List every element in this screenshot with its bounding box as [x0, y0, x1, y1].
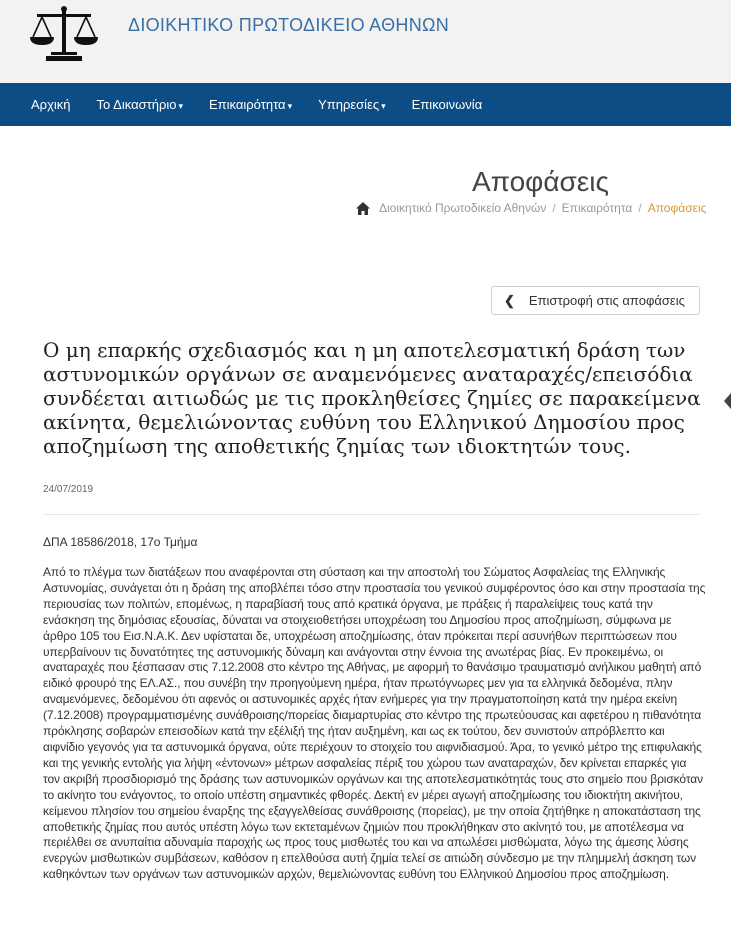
site-header	[0, 0, 731, 83]
page-heading: Αποφάσεις	[472, 166, 609, 197]
nav-item-label: Υπηρεσίες	[318, 97, 380, 112]
article-date: 24/07/2019	[43, 484, 94, 495]
scroll-indicator-icon	[724, 393, 731, 409]
main-navbar	[0, 83, 731, 126]
article-title: Ο μη επαρκής σχεδιασμός και η μη αποτελεσματική δράση των αστυνομικών οργάνων σε αναμενόμενες αναταραχές/επεισόδια συνδέεται αιτιωδώς με τις προκληθείσες ζημίες σε παρακείμενα ακίνητα, θεμελιώνοντας ευθύνη του Ελληνικού Δημοσίου προς αποζημίωση της αποθετικής ζημίας των ιδιοκτητών τους.	[43, 338, 701, 458]
breadcrumb	[356, 201, 706, 215]
nav-item-news[interactable]	[209, 97, 292, 112]
back-to-decisions-button[interactable]	[491, 286, 700, 315]
divider	[43, 514, 700, 515]
home-icon[interactable]	[356, 202, 370, 215]
scales-of-justice-icon[interactable]	[29, 6, 99, 62]
article-body: Από το πλέγμα των διατάξεων που αναφέρονται στη σύσταση και την αποστολή του Σώματος Ασφαλείας της Ελληνικής Αστυνομίας, συνάγεται ότι η δράση της αποβλέπει τόσο στην προστασία του γενικού συμφέροντος όσο και στην προστασία της περιουσίας των πολιτών, επομένως, η παραβίασή τους από κρατικά όργανα, με πράξεις ή παραλείψεις τους κατά την ενάσκηση της δημόσιας εξουσίας, δύναται να στοιχειοθετήσει υποχρέωση του Δημοσίου προς αποζημίωση, σύμφωνα με άρθρο 105 του Εισ.Ν.Α.Κ. Δεν υφίσταται δε, υποχρέωση αποζημίωσης, όταν πρόκειται περί ασυνήθων περιπτώσεων που υπερβαίνουν τις δυνατότητες της αστυνομικής δύναμη και ανάγονται στην έννοια της ανωτέρας βίας. Εν προκειμένω, οι αναταραχές που ξέσπασαν στις 7.12.2008 στο κέντρο της Αθήνας, με αφορμή το θανάσιμο τραυματισμό ανήλικου μαθητή από ειδικό φρουρό της ΕΛ.ΑΣ., που συνέβη την προηγούμενη ημέρα, ήταν πρωτόγνωρες μεν για τα ελληνικά δεδομένα, πλην αναμενόμενες, δεδομένου ότι αφενός οι αστυνομικές αρχές ήταν ενήμερες για την πραγματοποίηση κατά την ημέρα εκείνη (7.12.2008) προγραμματισμένης συνάθροισης/πορείας διαμαρτυρίας στο κέντρο της πρωτεύουσας και αφετέρου η πιθανότητα πρόκλησης σοβαρών επεισοδίων κατά την εξέλιξή της ήταν αυξημένη, και ως εκ τούτου, δεν συνιστούν απρόβλεπτο και αιφνίδιο γεγονός για τα αστυνομικά όργανα, ούτε περιέχουν το στοιχείο του αιφνιδιασμού. Άρα, το γενικό μέτρο της επιφυλακής και της γενικής εντολής για λήψη «έντονων» μέτρων ασφαλείας πέριξ του χώρου των αναταραχών, δεν κρίνεται επαρκές για τον ακριβή προσδιορισμό της δράσης των αστυνομικών οργάνων και της αποτελεσματικότητάς τους στο σημείο που βρισκόταν το ακίνητο του ενάγοντος, το οποίο υπέστη σημαντικές φθορές. Δεκτή εν μέρει αγωγή αποζημίωσης του ιδιοκτήτη ακινήτου, κείμενου πλησίον του σημείου έναρξης της εξαγγελθείσας συνάθροισης (πορείας), με την οποία ζητήθηκε η αποκατάσταση της αποθετικής ζημίας που αυτός υπέστη λόγω των εκτεταμένων ζημιών που προκλήθηκαν στο ακίνητό του, με αποτέλεσμα να περιέλθει σε ανυπαίτια αδυναμία παροχής ως προς τους μισθωτές του και να απωλέσει μισθώματα, λόγω της άμεσης λύσης ενεργών μισθωτικών συμβάσεων, καθόσον η επελθούσα αυτή ζημία τελεί σε αιτιώδη σύνδεσμο με την πλημμελή άσκηση των καθηκόντων των οργάνων των αστυνομικών αρχών, θεμελιώνοντας ευθύνη του Ελληνικού Δημοσίου προς αποζημίωση.	[43, 565, 706, 882]
breadcrumb-item-current: Αποφάσεις	[647, 201, 707, 215]
nav-item-label: Επικαιρότητα	[209, 97, 286, 112]
nav-item-services[interactable]	[318, 97, 386, 112]
breadcrumb-separator: /	[552, 201, 556, 215]
case-reference: ΔΠΑ 18586/2018, 17ο Τμήμα	[43, 535, 198, 549]
caret-down-icon: ▾	[287, 101, 293, 111]
breadcrumb-item-court[interactable]: Διοικητικό Πρωτοδικείο Αθηνών	[379, 201, 547, 215]
nav-item-court[interactable]	[97, 97, 184, 112]
site-title[interactable]: ΔΙΟΙΚΗΤΙΚΟ ΠΡΩΤΟΔΙΚΕΙΟ ΑΘΗΝΩΝ	[128, 15, 450, 35]
nav-item-label: Το Δικαστήριο	[96, 97, 177, 112]
caret-down-icon: ▾	[381, 101, 386, 111]
back-button-label: Επιστροφή στις αποφάσεις	[528, 293, 685, 308]
nav-item-label: Αρχική	[31, 97, 71, 112]
nav-item-contact[interactable]	[412, 97, 483, 112]
nav-item-label: Επικοινωνία	[411, 97, 483, 112]
nav-item-home[interactable]	[31, 97, 71, 112]
breadcrumb-item-news[interactable]: Επικαιρότητα	[561, 201, 633, 215]
breadcrumb-separator: /	[638, 201, 642, 215]
caret-down-icon: ▾	[178, 101, 184, 111]
chevron-left-icon: ❮	[504, 292, 515, 308]
